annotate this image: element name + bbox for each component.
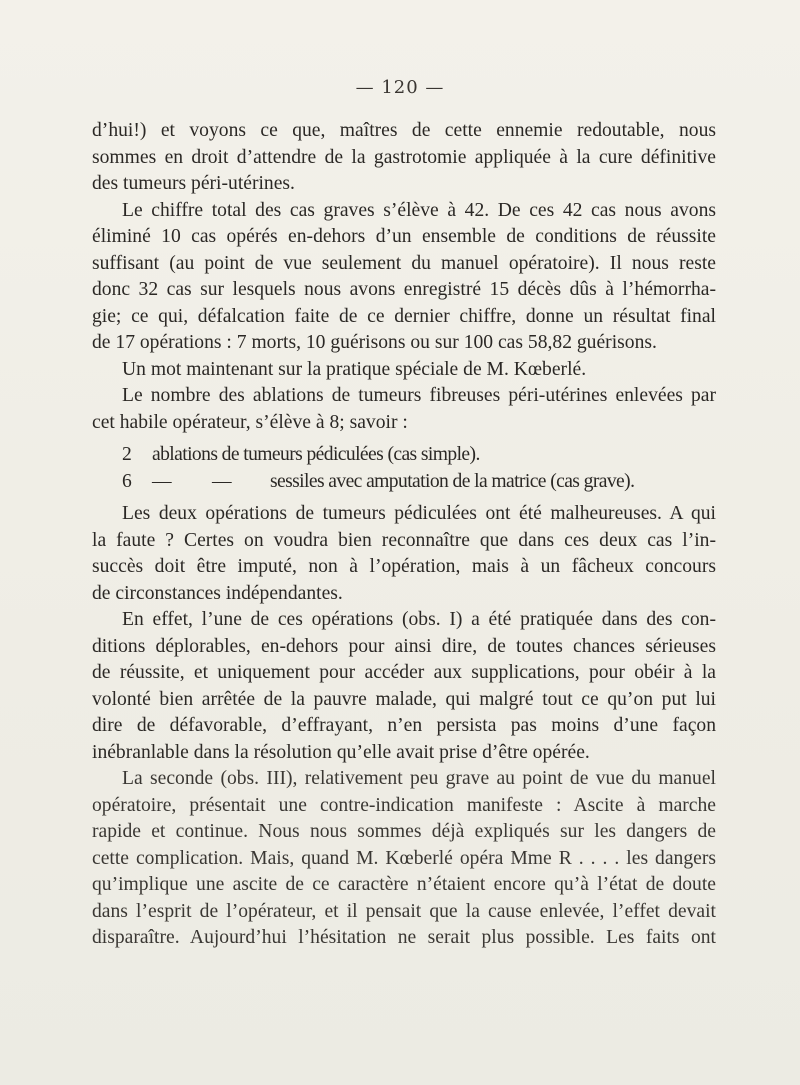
text-line: volonté bien arrêtée de la pauvre malade, qui malgré tout ce qu’on put lui xyxy=(92,688,716,710)
ablation-list xyxy=(92,442,716,495)
paragraph-6 xyxy=(92,607,716,766)
text-line: donc 32 cas sur lesquels nous avons enregistré 15 décès dûs à l’hémorrha- xyxy=(92,279,716,300)
list-item xyxy=(92,469,716,496)
text-line: rapide et continue. Nous nous sommes déjà expliqués sur les dangers de xyxy=(92,821,716,842)
text-line: cette complication. Mais, quand M. Kœberlé opéra Mme R . . . . les dangers xyxy=(92,847,716,869)
list-item xyxy=(92,442,716,469)
paragraph-7 xyxy=(92,766,716,952)
text-line: cet habile opérateur, s’élève à 8; savoir : xyxy=(92,411,408,433)
list-text: sessiles avec amputation de la matrice (cas grave). xyxy=(270,470,635,492)
list-count: 6 xyxy=(122,470,132,492)
text-line: dire de défavorable, d’effrayant, n’en persista pas moins d’une façon xyxy=(92,715,716,736)
text-line: La seconde (obs. III), relativement peu grave au point de vue du manuel xyxy=(122,768,716,789)
ditto-mark: — xyxy=(212,470,232,492)
text-line: qu’implique une ascite de ce caractère n’étaient encore qu’à l’état de doute xyxy=(92,874,716,895)
paragraph-1 xyxy=(92,118,716,198)
text-line: Les deux opérations de tumeurs pédiculées ont été malheureuses. A qui xyxy=(122,503,716,524)
list-text: ablations de tumeurs pédiculées (cas simple). xyxy=(152,444,480,465)
page-number: — 120 — xyxy=(355,77,445,98)
text-line: Un mot maintenant sur la pratique spéciale de M. Kœberlé. xyxy=(122,358,587,380)
text-line: de 17 opérations : 7 morts, 10 guérisons ou sur 100 cas 58,82 guérisons. xyxy=(92,332,657,353)
text-line: Le chiffre total des cas graves s’élève à 42. De ces 42 cas nous avons xyxy=(122,199,716,221)
text-line: sommes en droit d’attendre de la gastrotomie appliquée à la cure définitive xyxy=(92,146,716,168)
paragraph-2 xyxy=(92,198,716,357)
paragraph-4 xyxy=(92,383,716,436)
text-line: la faute ? Certes on voudra bien reconnaître que dans ces deux cas l’in- xyxy=(92,529,716,551)
text-line: éliminé 10 cas opérés en-dehors d’un ensemble de conditions de réussite xyxy=(92,226,716,247)
paragraph-3 xyxy=(92,357,716,384)
text-line: suffisant (au point de vue seulement du manuel opératoire). Il nous reste xyxy=(92,252,716,274)
text-line: opératoire, présentait une contre-indication manifeste : Ascite à marche xyxy=(92,794,716,816)
paragraph-5 xyxy=(92,501,716,607)
text-line: d’hui!) et voyons ce que, maîtres de cette ennemie redoutable, nous xyxy=(92,120,716,141)
text-line: de réussite, et uniquement pour accéder aux supplications, pour obéir à la xyxy=(92,662,716,683)
list-count: 2 xyxy=(122,444,132,465)
text-line: inébranlable dans la résolution qu’elle avait prise d’être opérée. xyxy=(92,741,590,763)
text-line: dans l’esprit de l’opérateur, et il pensait que la cause enlevée, l’effet devait xyxy=(92,900,716,922)
ditto-mark: — xyxy=(152,470,172,492)
text-line: ditions déplorables, en-dehors pour ainsi dire, de toutes chances sérieuses xyxy=(92,635,716,657)
text-line: de circonstances indépendantes. xyxy=(92,582,343,604)
text-line: succès doit être imputé, non à l’opération, mais à un fâcheux concours xyxy=(92,556,716,577)
body-text xyxy=(92,118,716,952)
text-line: disparaître. Aujourd’hui l’hésitation ne serait plus possible. Les faits ont xyxy=(92,927,716,948)
text-line: des tumeurs péri-utérines. xyxy=(92,173,295,194)
text-line: gie; ce qui, défalcation faite de ce dernier chiffre, donne un résultat final xyxy=(92,305,716,327)
text-line: En effet, l’une de ces opérations (obs. I) a été pratiquée dans des con- xyxy=(122,609,716,630)
text-line: Le nombre des ablations de tumeurs fibreuses péri-utérines enlevées par xyxy=(122,385,716,406)
